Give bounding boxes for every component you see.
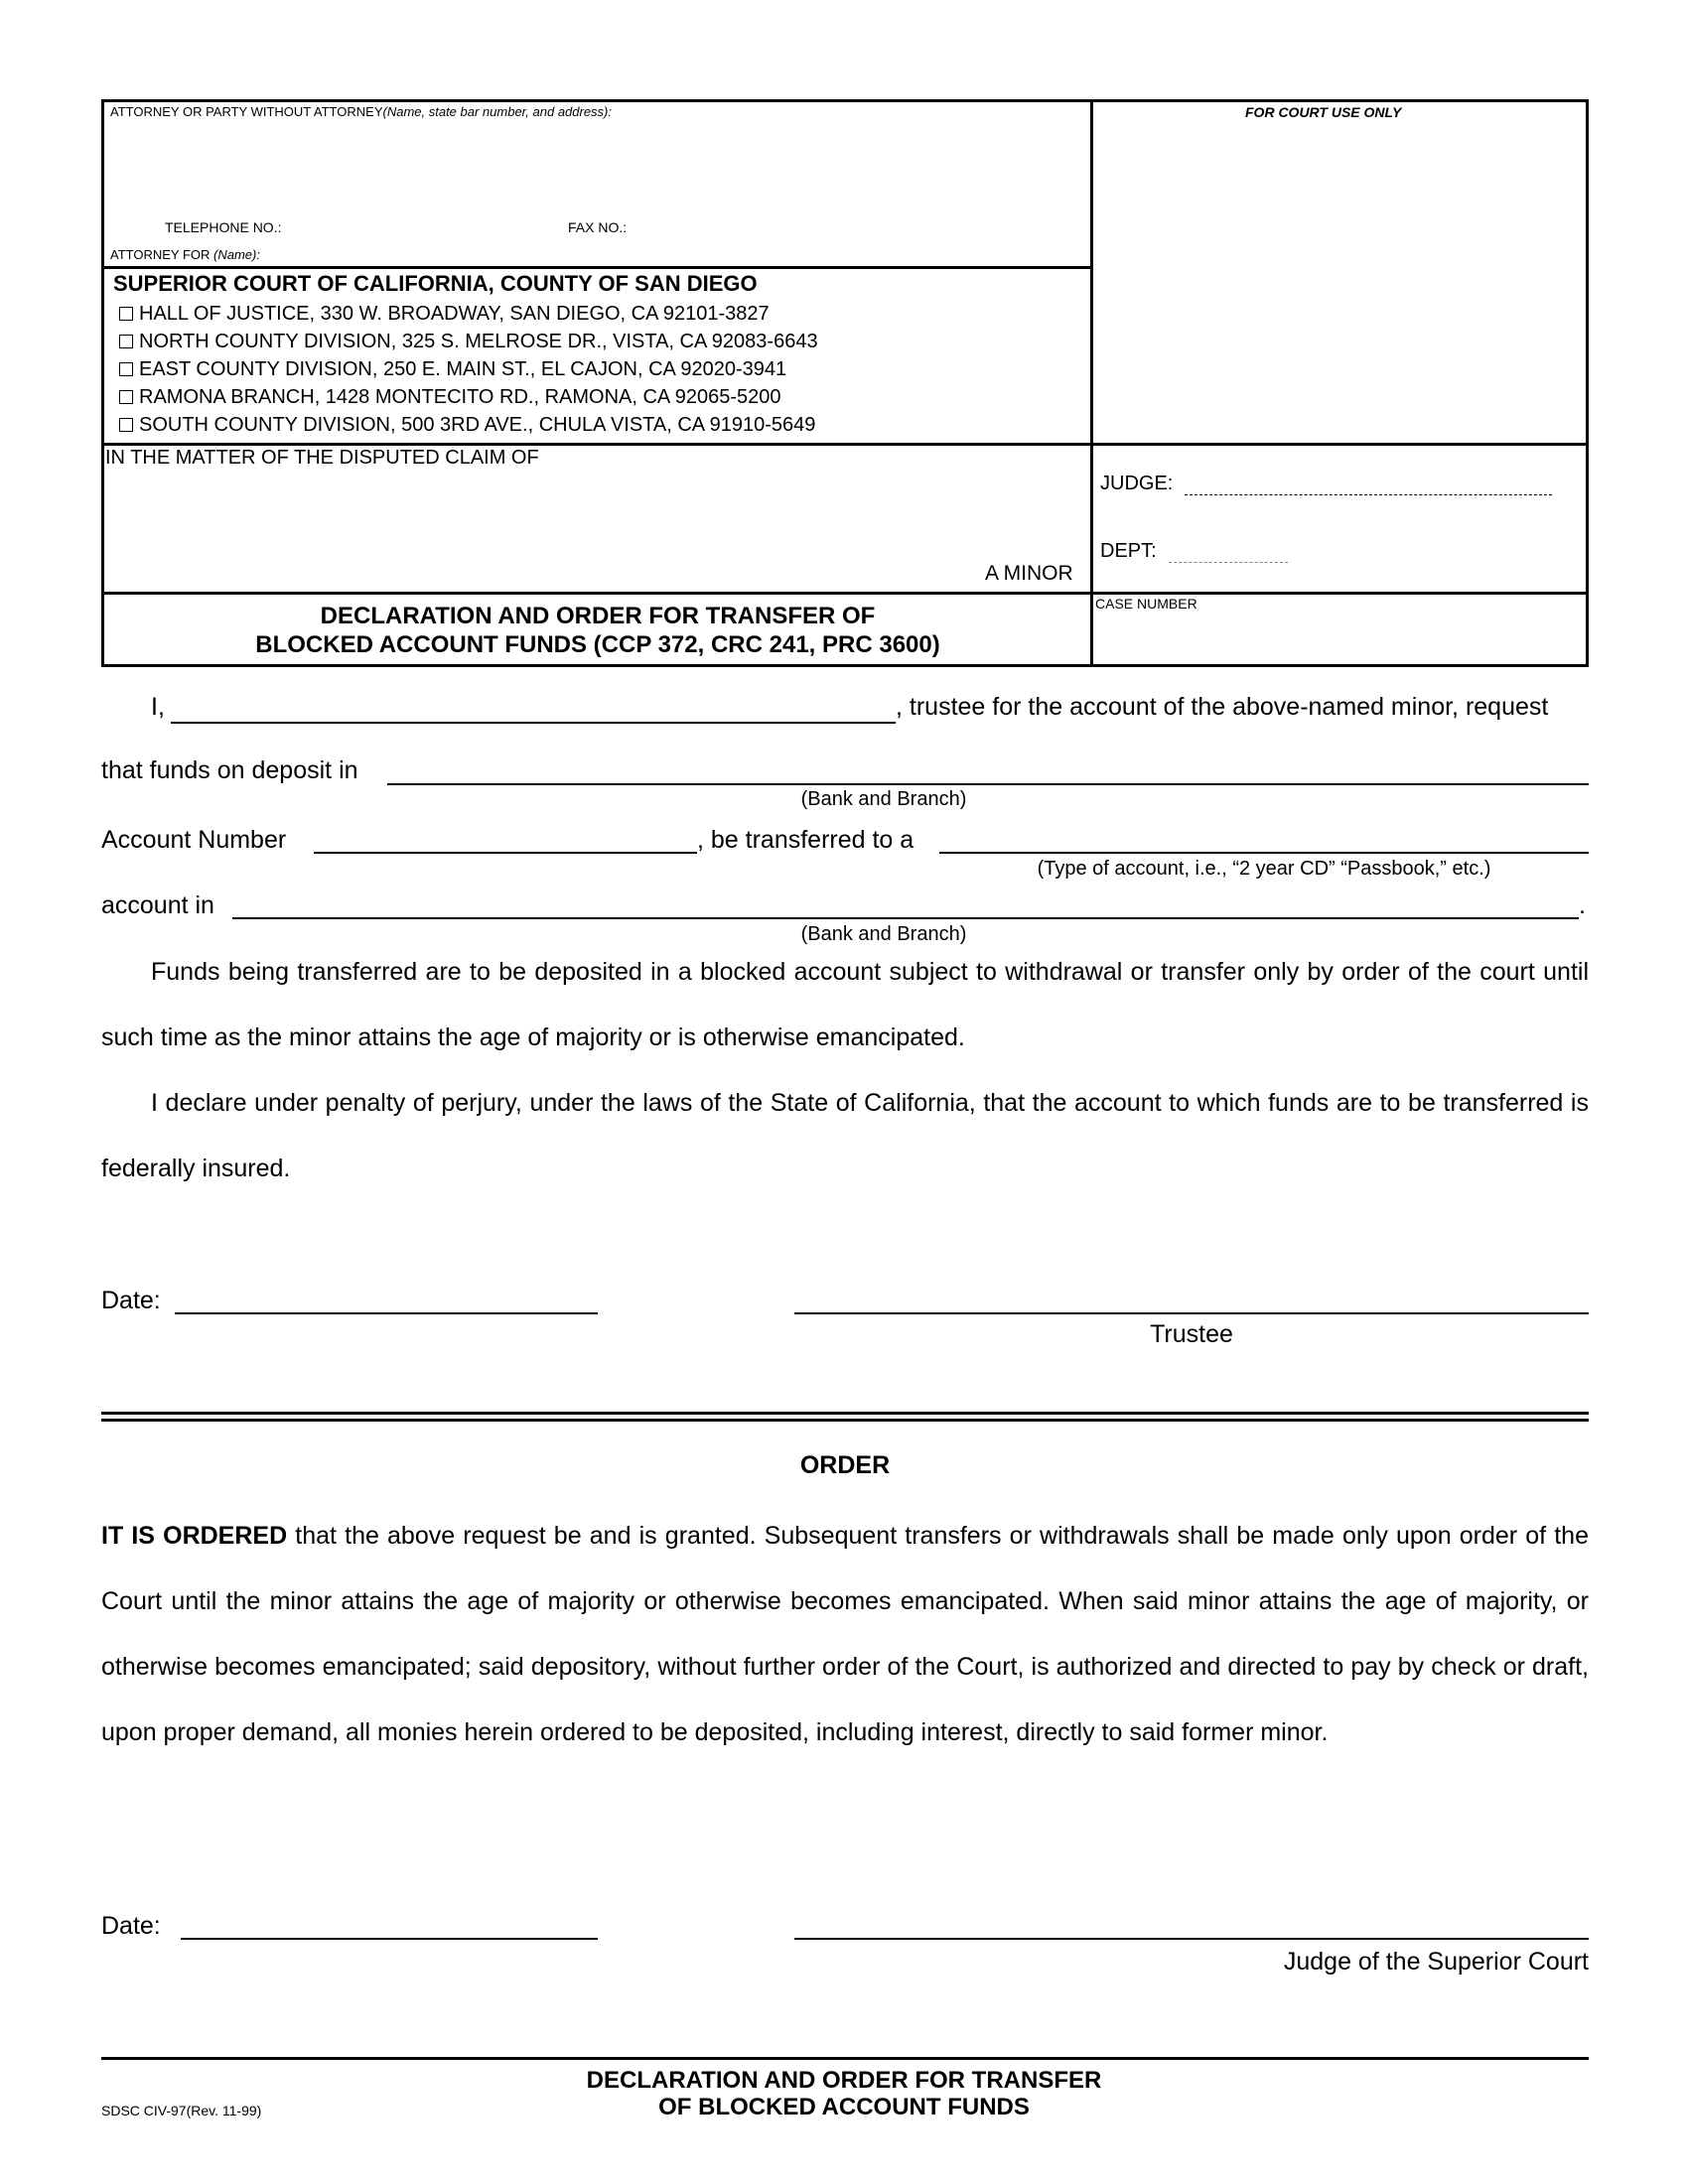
account-number-label: Account Number	[101, 826, 287, 854]
footer-title: DECLARATION AND ORDER FOR TRANSFER OF BLOCKED ACCOUNT FUNDS	[586, 2067, 1102, 2120]
account-in-label: account in	[101, 891, 214, 919]
account-type-caption: (Type of account, i.e., “2 year CD” “Passbook,” etc.)	[1037, 858, 1491, 880]
order-paragraph: IT IS ORDERED that the above request be and is granted. Subsequent transfers or withdrawals shall be made only upon order of the Court until the minor attains the age of majority or otherwise becomes emancipated. When said minor attains the age of majority, or otherwise becomes emancipated; said depository, without further order of the Court, is authorized and directed to pay by check or draft, upon proper demand, all monies herein ordered to be deposited, including interest, directly to said former minor.	[101, 1522, 1589, 1746]
judge-label: Judge of the Superior Court	[1283, 1948, 1589, 1976]
court-use-only-label: FOR COURT USE ONLY	[1245, 104, 1402, 120]
case-number-label: CASE NUMBER	[1095, 596, 1197, 612]
period: .	[1579, 891, 1586, 919]
checkbox[interactable]	[119, 335, 133, 348]
checkbox[interactable]	[119, 307, 133, 321]
checkbox[interactable]	[119, 362, 133, 376]
date-label: Date:	[101, 1912, 161, 1940]
trustee-signature-line[interactable]	[794, 1312, 1589, 1314]
court-location-option[interactable]: SOUTH COUNTY DIVISION, 500 3RD AVE., CHULA VISTA, CA 91910-5649	[119, 411, 818, 439]
divider-line	[101, 1419, 1589, 1422]
court-location-option[interactable]: RAMONA BRANCH, 1428 MONTECITO RD., RAMONA, CA 92065-5200	[119, 383, 818, 411]
transferred-label: , be transferred to a	[697, 826, 914, 854]
judge-field[interactable]: JUDGE:	[1100, 473, 1552, 495]
trustee-label: Trustee	[1150, 1320, 1233, 1348]
date-label: Date:	[101, 1287, 161, 1314]
account-number-line[interactable]	[314, 852, 697, 854]
checkbox[interactable]	[119, 418, 133, 432]
account-type-line[interactable]	[939, 852, 1589, 854]
declaration-paragraph: I declare under penalty of perjury, under the laws of the State of California, that the account to which funds are to be transferred is federally insured.	[101, 1089, 1589, 1182]
attorney-label: ATTORNEY OR PARTY WITHOUT ATTORNEY(Name, state bar number, and address):	[110, 104, 613, 119]
court-location-option[interactable]: HALL OF JUSTICE, 330 W. BROADWAY, SAN DIEGO, CA 92101-3827	[119, 300, 818, 328]
date-line[interactable]	[175, 1312, 598, 1314]
trustee-text: , trustee for the account of the above-named minor, request	[896, 693, 1549, 721]
funds-paragraph: Funds being transferred are to be deposited in a blocked account subject to withdrawal or transfer only by order of the court until such time as the minor attains the age of majority or is otherwise emancipated.	[101, 958, 1589, 1051]
court-location-option[interactable]: NORTH COUNTY DIVISION, 325 S. MELROSE DR., VISTA, CA 92083-6643	[119, 328, 818, 355]
divider-line	[101, 443, 1589, 446]
a-minor-label: A MINOR	[985, 562, 1073, 585]
divider-line	[101, 266, 1092, 269]
funds-label: that funds on deposit in	[101, 756, 358, 784]
divider-line	[101, 2057, 1589, 2060]
form-number: SDSC CIV-97(Rev. 11-99)	[101, 2103, 262, 2118]
divider-line	[101, 592, 1589, 595]
court-name: SUPERIOR COURT OF CALIFORNIA, COUNTY OF SAN DIEGO	[113, 271, 758, 296]
attorney-for-label: ATTORNEY FOR (Name):	[110, 247, 260, 262]
account-in-line[interactable]	[232, 917, 1579, 919]
court-location-option[interactable]: EAST COUNTY DIVISION, 250 E. MAIN ST., EL CAJON, CA 92020-3941	[119, 355, 818, 383]
bank-branch-caption: (Bank and Branch)	[800, 788, 967, 810]
judge-signature-line[interactable]	[794, 1938, 1589, 1940]
trustee-name-line[interactable]	[171, 722, 896, 724]
checkbox[interactable]	[119, 390, 133, 404]
court-location-list	[119, 300, 818, 439]
date-line[interactable]	[181, 1938, 598, 1940]
telephone-label: TELEPHONE NO.:	[165, 219, 282, 235]
bank-branch-caption: (Bank and Branch)	[800, 923, 967, 945]
form-title: DECLARATION AND ORDER FOR TRANSFER OF BLOCKED ACCOUNT FUNDS (CCP 372, CRC 241, PRC 3600)	[255, 603, 940, 658]
fax-label: FAX NO.:	[568, 219, 628, 235]
column-divider	[1090, 99, 1093, 667]
bank-branch-line[interactable]	[387, 783, 1589, 785]
i-label: I,	[151, 693, 165, 721]
divider-line	[101, 1412, 1589, 1415]
order-heading: ORDER	[799, 1451, 891, 1479]
dept-field[interactable]: DEPT:	[1100, 540, 1288, 563]
matter-label: IN THE MATTER OF THE DISPUTED CLAIM OF	[105, 447, 539, 469]
